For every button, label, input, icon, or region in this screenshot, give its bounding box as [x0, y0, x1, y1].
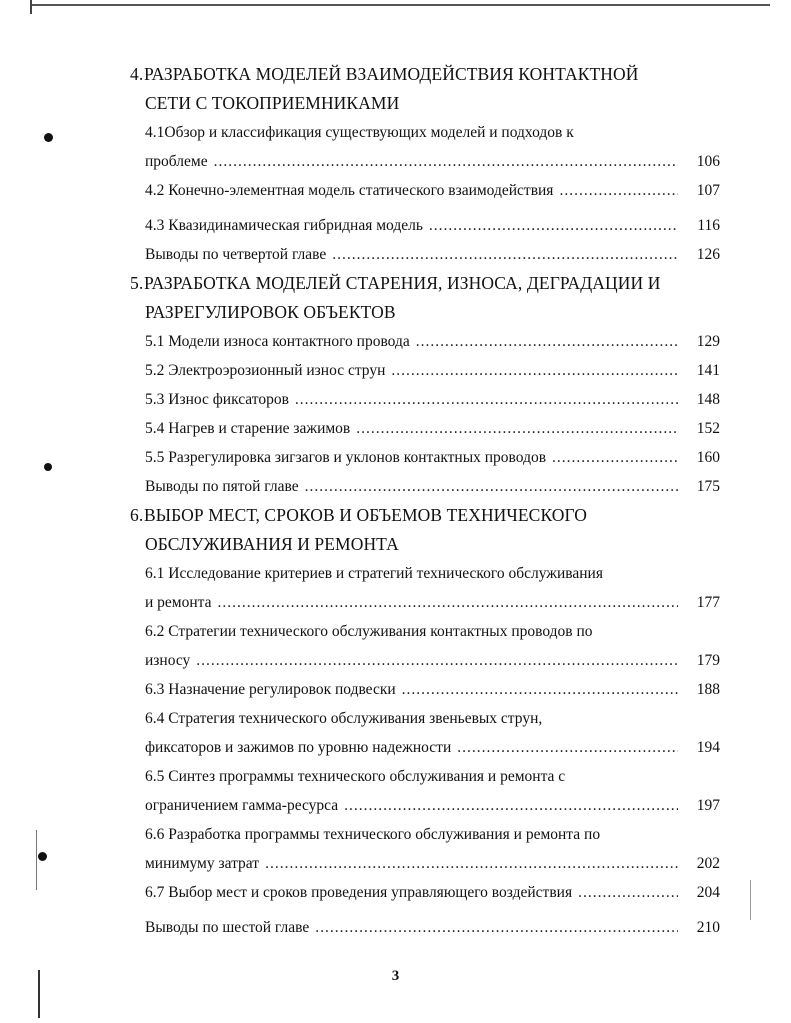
toc-entry-title: 4.2 Конечно-элементная модель статического взаимодействия — [145, 182, 554, 199]
toc-entry[interactable] — [130, 588, 720, 617]
chapter-number: 5. — [130, 273, 144, 293]
toc-entry[interactable] — [130, 646, 720, 675]
chapter-title-continued: РАЗРЕГУЛИРОВОК ОБЪЕКТОВ — [145, 302, 396, 322]
toc-entry-title: 5.4 Нагрев и старение зажимов — [145, 420, 351, 437]
toc-entry-title: минимуму затрат — [145, 855, 260, 872]
toc-entry-title: 5.3 Износ фиксаторов — [145, 391, 289, 408]
leader-dots — [552, 443, 678, 472]
toc-page-number: 152 — [696, 420, 720, 437]
toc-entry[interactable] — [130, 443, 720, 472]
toc-page-number: 188 — [696, 681, 720, 698]
toc-entry-title: 4.3 Квазидинамическая гибридная модель — [145, 217, 423, 234]
toc-entry[interactable] — [130, 147, 720, 176]
leader-dots — [457, 733, 678, 762]
toc-entry-title: проблеме — [145, 153, 208, 170]
toc-entry-line: 4.1Обзор и классификация существующих моделей и подходов к — [145, 124, 574, 141]
leader-dots — [391, 356, 678, 385]
leader-dots — [344, 791, 678, 820]
toc-page-number: 177 — [696, 594, 720, 611]
toc-entry-line: 6.2 Стратегии технического обслуживания контактных проводов по — [145, 623, 593, 640]
toc-entry[interactable] — [130, 176, 720, 205]
toc-entry-title: 5.5 Разрегулировка зигзагов и уклонов контактных проводов — [145, 449, 547, 466]
toc-entry[interactable] — [130, 791, 720, 820]
leader-dots — [265, 849, 678, 878]
toc-page-number: 194 — [696, 739, 720, 756]
leader-dots — [332, 240, 678, 269]
binder-hole-mark — [38, 852, 47, 861]
toc-page-number: 148 — [696, 391, 720, 408]
scan-corner-mark — [30, 0, 32, 14]
leader-dots — [305, 472, 678, 501]
toc-entry[interactable] — [130, 913, 720, 942]
toc-page-number: 197 — [696, 797, 720, 814]
chapter-number: 4. — [130, 64, 144, 84]
toc-entry[interactable] — [130, 849, 720, 878]
chapter-title-continued: СЕТИ С ТОКОПРИЕМНИКАМИ — [145, 93, 400, 113]
leader-dots — [196, 646, 678, 675]
toc-entry-line: 6.4 Стратегия технического обслуживания звеньевых струн, — [145, 710, 543, 727]
leader-dots — [214, 147, 678, 176]
toc-entry-line: 6.1 Исследование критериев и стратегий технического обслуживания — [145, 565, 603, 582]
toc-entry[interactable] — [130, 240, 720, 269]
toc-entry-title: 6.7 Выбор мест и сроков проведения управляющего воздействия — [145, 884, 573, 901]
toc-page-number: 129 — [696, 333, 720, 350]
binder-hole-mark — [44, 133, 53, 142]
leader-dots — [559, 176, 678, 205]
toc-page-number: 107 — [696, 182, 720, 199]
toc-entry-title: 5.1 Модели износа контактного провода — [145, 333, 410, 350]
toc-entry-title: Выводы по шестой главе — [145, 919, 310, 936]
toc-entry[interactable] — [130, 385, 720, 414]
leader-dots — [578, 878, 678, 907]
chapter-heading — [130, 60, 720, 118]
leader-dots — [295, 385, 678, 414]
chapter-heading — [130, 269, 720, 327]
toc-entry[interactable] — [130, 327, 720, 356]
toc-entry-line: 6.5 Синтез программы технического обслуживания и ремонта с — [145, 768, 566, 785]
table-of-contents — [130, 60, 720, 942]
chapter-title: ВЫБОР МЕСТ, СРОКОВ И ОБЪЕМОВ ТЕХНИЧЕСКОГО — [144, 505, 588, 525]
toc-entry[interactable] — [130, 675, 720, 704]
toc-entry[interactable] — [130, 414, 720, 443]
toc-page-number: 175 — [696, 478, 720, 495]
toc-page-number: 160 — [696, 449, 720, 466]
toc-entry-title: 6.3 Назначение регулировок подвески — [145, 681, 396, 698]
toc-page-number: 106 — [696, 153, 720, 170]
toc-page-number: 141 — [696, 362, 720, 379]
page-number: 3 — [391, 968, 400, 984]
chapter-heading — [130, 501, 720, 559]
toc-entry-title: и ремонта — [145, 594, 212, 611]
scan-top-border — [30, 4, 770, 6]
toc-entry-title: износу — [145, 652, 191, 669]
chapter-title-continued: ОБСЛУЖИВАНИЯ И РЕМОНТА — [145, 534, 399, 554]
toc-page-number: 126 — [696, 246, 720, 263]
toc-entry-title: Выводы по пятой главе — [145, 478, 299, 495]
toc-entry-line: 6.6 Разработка программы технического обслуживания и ремонта по — [145, 826, 601, 843]
toc-page-number: 210 — [696, 919, 720, 936]
toc-entry-title: 5.2 Электроэрозионный износ струн — [145, 362, 386, 379]
toc-page-number: 202 — [696, 855, 720, 872]
scan-edge-line — [750, 880, 751, 920]
toc-entry-title: ограничением гамма-ресурса — [145, 797, 339, 814]
toc-entry[interactable] — [130, 878, 720, 907]
scan-edge-line — [36, 830, 37, 890]
toc-entry[interactable] — [130, 211, 720, 240]
leader-dots — [429, 211, 678, 240]
toc-page-number: 116 — [697, 217, 720, 234]
toc-entry[interactable] — [130, 356, 720, 385]
leader-dots — [356, 414, 678, 443]
leader-dots — [315, 913, 678, 942]
toc-page-number: 179 — [696, 652, 720, 669]
toc-entry-title: фиксаторов и зажимов по уровню надежности — [145, 739, 452, 756]
toc-entry[interactable] — [130, 733, 720, 762]
leader-dots — [416, 327, 678, 356]
chapter-title: РАЗРАБОТКА МОДЕЛЕЙ СТАРЕНИЯ, ИЗНОСА, ДЕГРАДАЦИИ И — [144, 273, 661, 293]
toc-page-number: 204 — [696, 884, 720, 901]
leader-dots — [218, 588, 679, 617]
toc-entry-title: Выводы по четвертой главе — [145, 246, 327, 263]
binder-hole-mark — [44, 463, 52, 471]
leader-dots — [402, 675, 678, 704]
chapter-title: РАЗРАБОТКА МОДЕЛЕЙ ВЗАИМОДЕЙСТВИЯ КОНТАКТНОЙ — [144, 64, 639, 84]
chapter-number: 6. — [130, 505, 144, 525]
toc-entry[interactable] — [130, 472, 720, 501]
